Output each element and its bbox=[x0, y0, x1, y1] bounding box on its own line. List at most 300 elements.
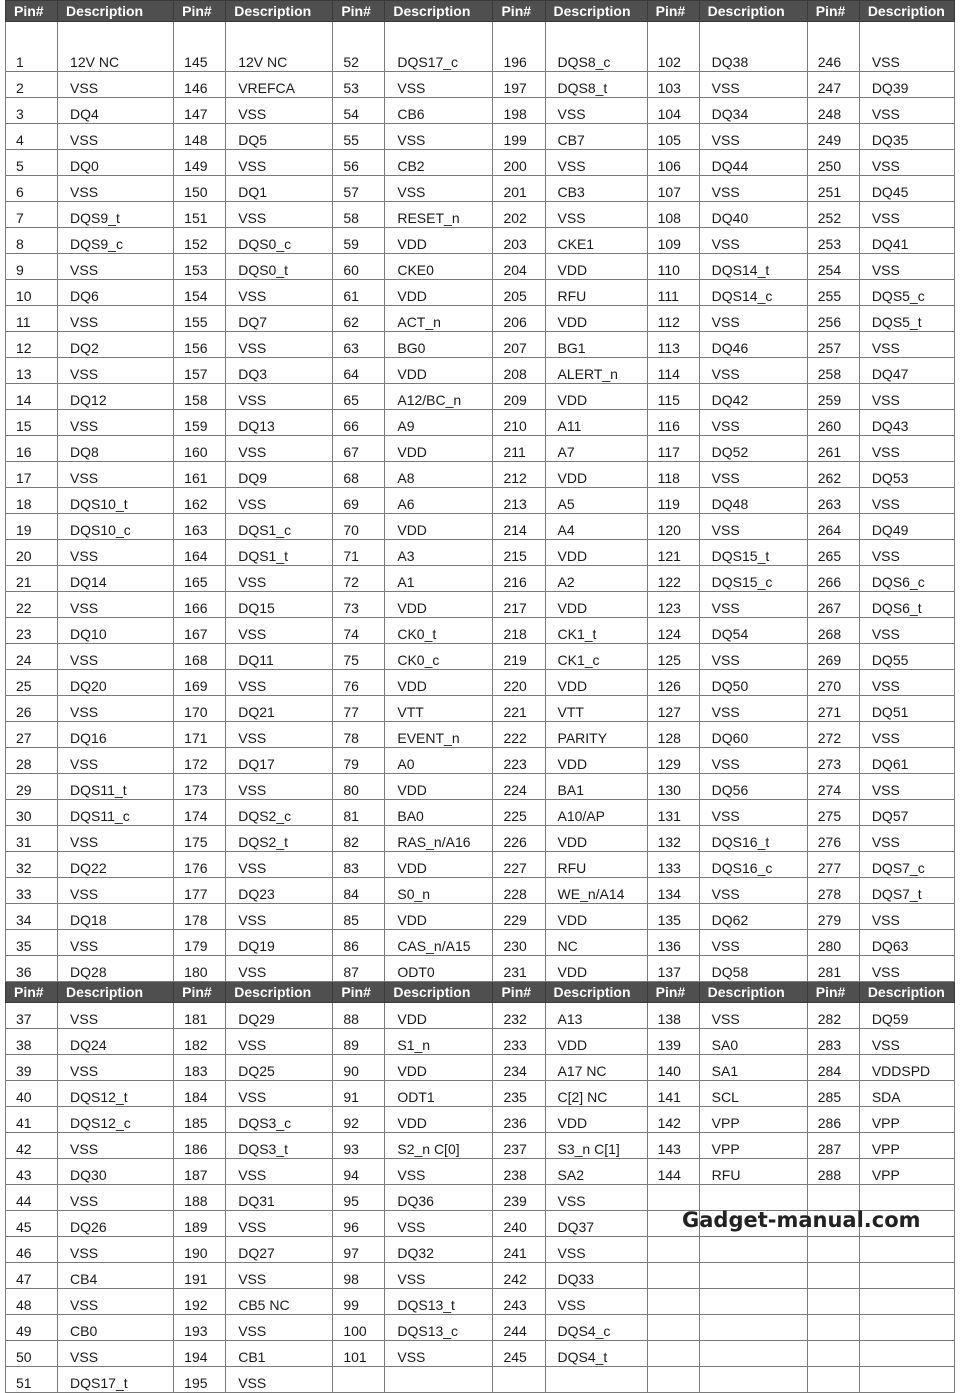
pin-description: DQ19 bbox=[226, 930, 333, 956]
pin-number: 227 bbox=[493, 852, 545, 878]
pin-number: 279 bbox=[807, 904, 859, 930]
pin-description: VSS bbox=[859, 332, 954, 358]
pin-number: 117 bbox=[647, 436, 699, 462]
pin-number: 155 bbox=[174, 306, 226, 332]
pin-description: DQS13_c bbox=[385, 1315, 493, 1341]
pin-description: VSS bbox=[58, 644, 174, 670]
pin-number bbox=[647, 1185, 699, 1211]
pin-description: VSS bbox=[859, 774, 954, 800]
pin-description: VDD bbox=[385, 852, 493, 878]
pin-number: 87 bbox=[333, 956, 385, 982]
pin-description: VTT bbox=[545, 696, 647, 722]
pin-description: VSS bbox=[226, 1367, 333, 1393]
pin-description: VDD bbox=[545, 306, 647, 332]
pin-description: VSS bbox=[699, 1003, 807, 1029]
pin-description: DQ63 bbox=[859, 930, 954, 956]
pin-description: A9 bbox=[385, 410, 493, 436]
pin-number: 278 bbox=[807, 878, 859, 904]
pin-number: 229 bbox=[493, 904, 545, 930]
pin-number: 88 bbox=[333, 1003, 385, 1029]
pin-number: 148 bbox=[174, 124, 226, 150]
table-row bbox=[6, 1159, 955, 1185]
pin-description: DQ50 bbox=[699, 670, 807, 696]
table-row bbox=[6, 826, 955, 852]
pin-description: DQS0_c bbox=[226, 228, 333, 254]
pin-number: 150 bbox=[174, 176, 226, 202]
pin-description: BG1 bbox=[545, 332, 647, 358]
pin-number: 261 bbox=[807, 436, 859, 462]
pin-number: 128 bbox=[647, 722, 699, 748]
pin-description: VPP bbox=[859, 1107, 954, 1133]
pin-description: VSS bbox=[226, 98, 333, 124]
table-row bbox=[6, 774, 955, 800]
pin-description bbox=[699, 1341, 807, 1367]
pin-description: DQS11_c bbox=[58, 800, 174, 826]
pin-description: VSS bbox=[58, 72, 174, 98]
table-row bbox=[6, 358, 955, 384]
pin-number: 19 bbox=[6, 514, 58, 540]
pin-description: A10/AP bbox=[545, 800, 647, 826]
pin-number: 199 bbox=[493, 124, 545, 150]
pin-number: 103 bbox=[647, 72, 699, 98]
pin-number: 23 bbox=[6, 618, 58, 644]
pin-number: 140 bbox=[647, 1055, 699, 1081]
pin-number: 76 bbox=[333, 670, 385, 696]
pin-description: VTT bbox=[385, 696, 493, 722]
pin-description: BA1 bbox=[545, 774, 647, 800]
pin-number: 276 bbox=[807, 826, 859, 852]
pin-number: 230 bbox=[493, 930, 545, 956]
pin-description: DQ60 bbox=[699, 722, 807, 748]
pin-number: 272 bbox=[807, 722, 859, 748]
pin-number: 13 bbox=[6, 358, 58, 384]
pin-description: VSS bbox=[58, 696, 174, 722]
pin-description: VSS bbox=[226, 566, 333, 592]
pin-number: 182 bbox=[174, 1029, 226, 1055]
pin-description: VSS bbox=[385, 176, 493, 202]
pin-description: VDD bbox=[385, 592, 493, 618]
pin-description: DQS11_t bbox=[58, 774, 174, 800]
pin-description: DQ10 bbox=[58, 618, 174, 644]
pin-number: 30 bbox=[6, 800, 58, 826]
pin-description: VSS bbox=[859, 618, 954, 644]
table-row bbox=[6, 696, 955, 722]
table-row bbox=[6, 22, 955, 72]
pin-number: 157 bbox=[174, 358, 226, 384]
pin-description: DQ38 bbox=[699, 22, 807, 72]
pin-description: VSS bbox=[859, 202, 954, 228]
pin-number: 179 bbox=[174, 930, 226, 956]
pin-description: DQ46 bbox=[699, 332, 807, 358]
pin-number: 245 bbox=[493, 1341, 545, 1367]
pin-description: DQ21 bbox=[226, 696, 333, 722]
pin-number: 252 bbox=[807, 202, 859, 228]
pin-number: 28 bbox=[6, 748, 58, 774]
pin-number: 285 bbox=[807, 1081, 859, 1107]
pin-number: 119 bbox=[647, 488, 699, 514]
pin-description: DQ44 bbox=[699, 150, 807, 176]
pin-number: 281 bbox=[807, 956, 859, 982]
pin-number: 48 bbox=[6, 1289, 58, 1315]
pin-number: 107 bbox=[647, 176, 699, 202]
pin-number: 254 bbox=[807, 254, 859, 280]
pin-description: CK0_t bbox=[385, 618, 493, 644]
pin-number: 105 bbox=[647, 124, 699, 150]
pin-number: 224 bbox=[493, 774, 545, 800]
pin-number: 152 bbox=[174, 228, 226, 254]
pin-number: 84 bbox=[333, 878, 385, 904]
pin-description: VSS bbox=[545, 98, 647, 124]
pin-description: DQS10_c bbox=[58, 514, 174, 540]
column-header-pin: Pin# bbox=[174, 1, 226, 22]
pin-number: 221 bbox=[493, 696, 545, 722]
pin-number: 111 bbox=[647, 280, 699, 306]
pin-description: DQS8_t bbox=[545, 72, 647, 98]
pin-number: 95 bbox=[333, 1185, 385, 1211]
pin-description: DQ40 bbox=[699, 202, 807, 228]
pin-description: VDD bbox=[545, 904, 647, 930]
pin-number: 39 bbox=[6, 1055, 58, 1081]
pin-number bbox=[647, 1315, 699, 1341]
pin-description: VPP bbox=[699, 1133, 807, 1159]
pin-number: 258 bbox=[807, 358, 859, 384]
pin-description bbox=[859, 1315, 954, 1341]
pin-description: DQ8 bbox=[58, 436, 174, 462]
table-row bbox=[6, 514, 955, 540]
column-header-pin: Pin# bbox=[807, 982, 859, 1003]
pin-number: 166 bbox=[174, 592, 226, 618]
pin-description: VSS bbox=[58, 748, 174, 774]
pin-description: VSS bbox=[699, 696, 807, 722]
pin-number: 274 bbox=[807, 774, 859, 800]
table-row bbox=[6, 618, 955, 644]
pin-number: 192 bbox=[174, 1289, 226, 1315]
table-row bbox=[6, 1315, 955, 1341]
table-row bbox=[6, 592, 955, 618]
pin-number: 20 bbox=[6, 540, 58, 566]
pin-number bbox=[333, 1367, 385, 1393]
pin-number: 185 bbox=[174, 1107, 226, 1133]
pin-number: 262 bbox=[807, 462, 859, 488]
pin-number: 42 bbox=[6, 1133, 58, 1159]
pin-number: 123 bbox=[647, 592, 699, 618]
pin-number bbox=[493, 1367, 545, 1393]
pin-number: 277 bbox=[807, 852, 859, 878]
pin-description: S2_n C[0] bbox=[385, 1133, 493, 1159]
pin-number: 2 bbox=[6, 72, 58, 98]
pin-number: 237 bbox=[493, 1133, 545, 1159]
pin-number: 268 bbox=[807, 618, 859, 644]
pin-number: 35 bbox=[6, 930, 58, 956]
pin-description: RESET_n bbox=[385, 202, 493, 228]
pin-description: ODT0 bbox=[385, 956, 493, 982]
pin-description: 12V NC bbox=[226, 22, 333, 72]
pin-number: 134 bbox=[647, 878, 699, 904]
pin-description: VSS bbox=[226, 202, 333, 228]
pin-description: S1_n bbox=[385, 1029, 493, 1055]
pin-number: 154 bbox=[174, 280, 226, 306]
pin-description: DQ52 bbox=[699, 436, 807, 462]
pin-description: VSS bbox=[58, 1003, 174, 1029]
pin-description: VSS bbox=[58, 1133, 174, 1159]
pin-number: 73 bbox=[333, 592, 385, 618]
pin-description: VSS bbox=[699, 410, 807, 436]
pin-number: 110 bbox=[647, 254, 699, 280]
pin-number: 112 bbox=[647, 306, 699, 332]
pin-description: A1 bbox=[385, 566, 493, 592]
pin-number: 9 bbox=[6, 254, 58, 280]
pin-number: 16 bbox=[6, 436, 58, 462]
pin-number: 197 bbox=[493, 72, 545, 98]
pin-description: VSS bbox=[859, 540, 954, 566]
pin-number: 70 bbox=[333, 514, 385, 540]
pin-description: DQS7_c bbox=[859, 852, 954, 878]
pin-number: 37 bbox=[6, 1003, 58, 1029]
pin-description: SA0 bbox=[699, 1029, 807, 1055]
pin-number: 226 bbox=[493, 826, 545, 852]
pin-number: 89 bbox=[333, 1029, 385, 1055]
pin-number: 161 bbox=[174, 462, 226, 488]
pin-number: 40 bbox=[6, 1081, 58, 1107]
pin-description: RAS_n/A16 bbox=[385, 826, 493, 852]
pin-description: ODT1 bbox=[385, 1081, 493, 1107]
pin-description: VSS bbox=[58, 592, 174, 618]
pin-description: VSS bbox=[58, 410, 174, 436]
pin-description: VSS bbox=[859, 150, 954, 176]
pin-number: 215 bbox=[493, 540, 545, 566]
table-row bbox=[6, 1081, 955, 1107]
pin-description: VDD bbox=[385, 514, 493, 540]
table-row bbox=[6, 1107, 955, 1133]
pin-number: 44 bbox=[6, 1185, 58, 1211]
pin-number: 115 bbox=[647, 384, 699, 410]
pin-number: 101 bbox=[333, 1341, 385, 1367]
pin-description: VSS bbox=[58, 1289, 174, 1315]
section-1-body bbox=[6, 22, 955, 982]
pin-number: 144 bbox=[647, 1159, 699, 1185]
pin-number: 62 bbox=[333, 306, 385, 332]
pin-assignment-table bbox=[5, 0, 955, 1393]
pin-description: DQ32 bbox=[385, 1237, 493, 1263]
pin-number: 225 bbox=[493, 800, 545, 826]
pin-number: 231 bbox=[493, 956, 545, 982]
pin-number: 11 bbox=[6, 306, 58, 332]
pin-description: 12V NC bbox=[58, 22, 174, 72]
pin-number: 149 bbox=[174, 150, 226, 176]
pin-description: VSS bbox=[699, 306, 807, 332]
pin-number bbox=[807, 1341, 859, 1367]
table-row bbox=[6, 1133, 955, 1159]
pin-number: 241 bbox=[493, 1237, 545, 1263]
pin-description: DQ27 bbox=[226, 1237, 333, 1263]
pin-description: DQS1_c bbox=[226, 514, 333, 540]
pin-number: 102 bbox=[647, 22, 699, 72]
pin-description: DQ37 bbox=[545, 1211, 647, 1237]
pin-description: DQ28 bbox=[58, 956, 174, 982]
pin-description: VSS bbox=[385, 1263, 493, 1289]
pin-number: 25 bbox=[6, 670, 58, 696]
pin-description: VSS bbox=[385, 1211, 493, 1237]
pin-number: 71 bbox=[333, 540, 385, 566]
pin-number: 75 bbox=[333, 644, 385, 670]
pin-description: A8 bbox=[385, 462, 493, 488]
pin-number: 170 bbox=[174, 696, 226, 722]
pin-description: DQ62 bbox=[699, 904, 807, 930]
pin-description: SDA bbox=[859, 1081, 954, 1107]
pin-number: 94 bbox=[333, 1159, 385, 1185]
pin-number: 143 bbox=[647, 1133, 699, 1159]
pin-description: DQ0 bbox=[58, 150, 174, 176]
column-header-description: Description bbox=[226, 1, 333, 22]
pin-number bbox=[807, 1315, 859, 1341]
pin-number: 10 bbox=[6, 280, 58, 306]
pin-number: 132 bbox=[647, 826, 699, 852]
pin-description: DQ53 bbox=[859, 462, 954, 488]
pin-number: 4 bbox=[6, 124, 58, 150]
pin-description: VSS bbox=[859, 670, 954, 696]
pin-number: 67 bbox=[333, 436, 385, 462]
pin-number: 210 bbox=[493, 410, 545, 436]
pin-number: 284 bbox=[807, 1055, 859, 1081]
pin-number: 186 bbox=[174, 1133, 226, 1159]
pin-number: 190 bbox=[174, 1237, 226, 1263]
pin-number: 7 bbox=[6, 202, 58, 228]
pin-description: VSS bbox=[545, 150, 647, 176]
pin-number: 32 bbox=[6, 852, 58, 878]
pin-number: 247 bbox=[807, 72, 859, 98]
pin-number: 118 bbox=[647, 462, 699, 488]
pin-description: VDD bbox=[385, 358, 493, 384]
pin-description: VSS bbox=[226, 150, 333, 176]
pin-description: DQS17_c bbox=[385, 22, 493, 72]
pin-number: 34 bbox=[6, 904, 58, 930]
pin-number: 273 bbox=[807, 748, 859, 774]
pin-number: 138 bbox=[647, 1003, 699, 1029]
header-row-1 bbox=[6, 1, 955, 22]
pin-number: 203 bbox=[493, 228, 545, 254]
pin-number: 61 bbox=[333, 280, 385, 306]
pin-description: DQ5 bbox=[226, 124, 333, 150]
pin-description: VSS bbox=[226, 904, 333, 930]
pin-number: 244 bbox=[493, 1315, 545, 1341]
pin-number: 69 bbox=[333, 488, 385, 514]
header-row-2 bbox=[6, 982, 955, 1003]
pin-number: 38 bbox=[6, 1029, 58, 1055]
pin-number: 27 bbox=[6, 722, 58, 748]
pin-number: 109 bbox=[647, 228, 699, 254]
pin-description: DQ4 bbox=[58, 98, 174, 124]
pin-number: 85 bbox=[333, 904, 385, 930]
pin-number: 108 bbox=[647, 202, 699, 228]
pin-description: VDD bbox=[545, 1029, 647, 1055]
pin-description: DQS12_c bbox=[58, 1107, 174, 1133]
pin-number: 52 bbox=[333, 22, 385, 72]
table-row bbox=[6, 462, 955, 488]
pin-description: DQS6_c bbox=[859, 566, 954, 592]
pin-description: DQ35 bbox=[859, 124, 954, 150]
pin-description: DQS14_t bbox=[699, 254, 807, 280]
pin-description: DQS15_t bbox=[699, 540, 807, 566]
pin-number: 175 bbox=[174, 826, 226, 852]
pin-number bbox=[807, 1185, 859, 1211]
pin-number: 93 bbox=[333, 1133, 385, 1159]
pin-number: 15 bbox=[6, 410, 58, 436]
pin-number: 56 bbox=[333, 150, 385, 176]
pin-number: 151 bbox=[174, 202, 226, 228]
pin-description: DQ39 bbox=[859, 72, 954, 98]
pin-number bbox=[647, 1289, 699, 1315]
pin-description: VSS bbox=[859, 488, 954, 514]
pin-description: VSS bbox=[545, 1289, 647, 1315]
pin-number: 1 bbox=[6, 22, 58, 72]
pin-description: ACT_n bbox=[385, 306, 493, 332]
column-header-description: Description bbox=[545, 1, 647, 22]
table-row bbox=[6, 332, 955, 358]
pin-number: 12 bbox=[6, 332, 58, 358]
pin-number: 127 bbox=[647, 696, 699, 722]
pin-description: VSS bbox=[385, 124, 493, 150]
pin-number: 121 bbox=[647, 540, 699, 566]
pin-description bbox=[859, 1341, 954, 1367]
pin-description: A3 bbox=[385, 540, 493, 566]
pin-description: DQ42 bbox=[699, 384, 807, 410]
table-row bbox=[6, 670, 955, 696]
pin-description: VPP bbox=[699, 1107, 807, 1133]
column-header-pin: Pin# bbox=[333, 1, 385, 22]
pin-number: 24 bbox=[6, 644, 58, 670]
watermark-text: Gadget-manual.com bbox=[682, 1208, 921, 1232]
pin-description: VSS bbox=[226, 488, 333, 514]
pin-description: VSS bbox=[58, 930, 174, 956]
pin-description: VSS bbox=[58, 1341, 174, 1367]
pin-number: 249 bbox=[807, 124, 859, 150]
pin-description: DQS14_c bbox=[699, 280, 807, 306]
pin-number: 106 bbox=[647, 150, 699, 176]
pin-number bbox=[807, 1237, 859, 1263]
pin-number bbox=[807, 1367, 859, 1393]
pin-description bbox=[859, 1263, 954, 1289]
pin-description: C[2] NC bbox=[545, 1081, 647, 1107]
pin-description: A5 bbox=[545, 488, 647, 514]
pin-description: A7 bbox=[545, 436, 647, 462]
pin-number: 265 bbox=[807, 540, 859, 566]
pin-description: VREFCA bbox=[226, 72, 333, 98]
table-row bbox=[6, 306, 955, 332]
pin-number: 43 bbox=[6, 1159, 58, 1185]
pin-number: 147 bbox=[174, 98, 226, 124]
pin-number: 53 bbox=[333, 72, 385, 98]
pin-number: 223 bbox=[493, 748, 545, 774]
pin-description: A2 bbox=[545, 566, 647, 592]
pin-description: VSS bbox=[226, 852, 333, 878]
pin-description: VSS bbox=[58, 254, 174, 280]
pin-description: DQ47 bbox=[859, 358, 954, 384]
pin-description: BG0 bbox=[385, 332, 493, 358]
pin-description: BA0 bbox=[385, 800, 493, 826]
pin-description: DQS9_c bbox=[58, 228, 174, 254]
pin-description: VSS bbox=[226, 722, 333, 748]
pin-description: DQ33 bbox=[545, 1263, 647, 1289]
pin-description: VSS bbox=[385, 1341, 493, 1367]
pin-number: 164 bbox=[174, 540, 226, 566]
table-row bbox=[6, 1289, 955, 1315]
pin-description: VSS bbox=[545, 1185, 647, 1211]
pin-description: DQ2 bbox=[58, 332, 174, 358]
table-row bbox=[6, 540, 955, 566]
pin-number bbox=[647, 1367, 699, 1393]
pin-number: 92 bbox=[333, 1107, 385, 1133]
pin-description: DQ59 bbox=[859, 1003, 954, 1029]
